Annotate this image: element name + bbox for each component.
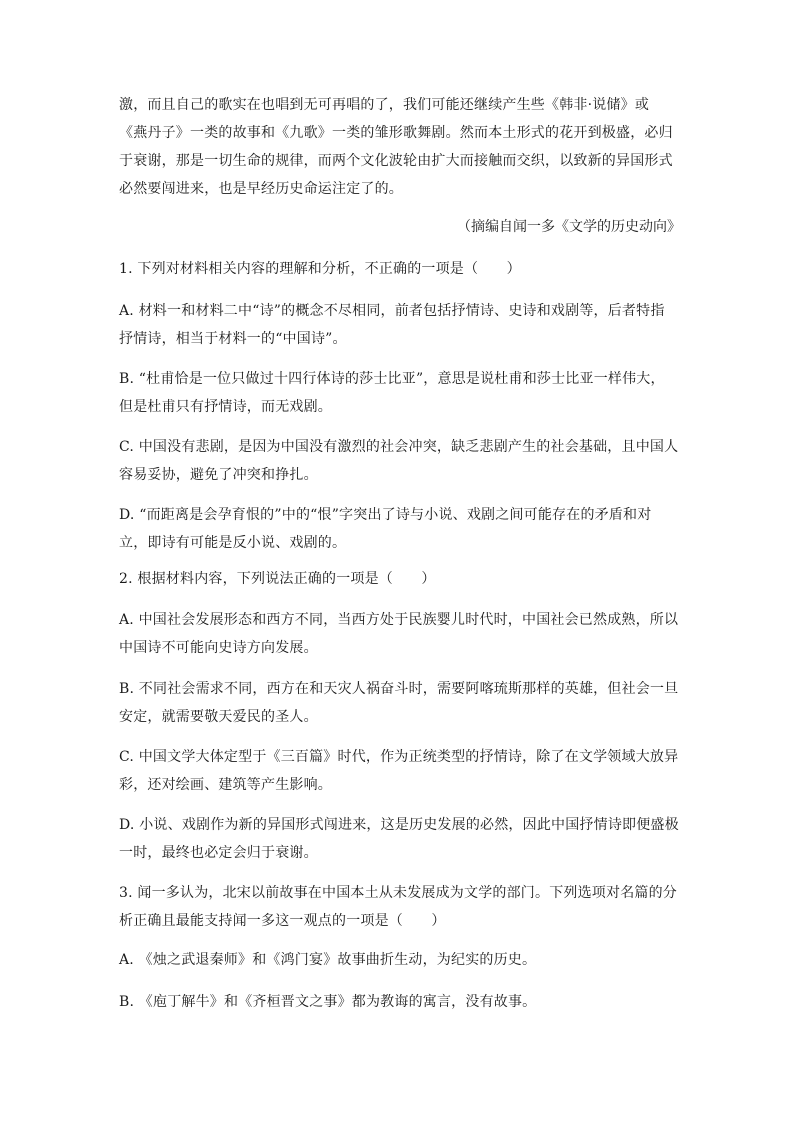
option-text: 中国诗不可能向史诗方向发展。 [119, 640, 318, 656]
option-text: 立，即诗有可能是反小说、戏剧的。 [119, 535, 347, 551]
source-citation: （摘编自闻一多《文学的历史动向》 [457, 219, 681, 235]
option-text: C. 中国文学大体定型于《三百篇》时代，作为正统类型的抒情诗，除了在文学领域大放异 [119, 749, 679, 765]
question-2-stem [119, 565, 681, 593]
option-text: 彩，还对绘画、建筑等产生影响。 [119, 777, 332, 793]
question-stem-text: 2. 根据材料内容，下列说法正确的一项是（ ） [119, 571, 436, 587]
question-3-option-a [119, 946, 681, 974]
option-text: A. 中国社会发展形态和西方不同，当西方处于民族婴儿时代时，中国社会已然成熟，所以 [119, 612, 679, 628]
question-2-option-c [119, 743, 681, 799]
question-3-stem [119, 879, 681, 935]
option-text: C. 中国没有悲剧，是因为中国没有激烈的社会冲突，缺乏悲剧产生的社会基础，且中国人 [119, 439, 679, 455]
option-text: A. 《烛之武退秦师》和《鸿门宴》故事曲折生动，为纪实的历史。 [119, 952, 537, 968]
question-stem-text: 析正确且最能支持闻一多这一观点的一项是（ ） [119, 913, 446, 929]
question-2-option-b [119, 675, 681, 731]
option-text: B. “杜甫恰是一位只做过十四行体诗的莎士比亚”，意思是说杜甫和莎士比亚一样伟大， [119, 371, 665, 387]
question-2-option-a [119, 606, 681, 662]
question-1-option-b [119, 365, 681, 421]
question-stem-text: 3. 闻一多认为，北宋以前故事在中国本土从未发展成为文学的部门。下列选项对名篇的分 [119, 885, 678, 901]
question-stem-text: 1. 下列对材料相关内容的理解和分析，不正确的一项是（ ） [119, 261, 521, 277]
question-2-option-d [119, 811, 681, 867]
option-text: 一时，最终也必定会归于衰谢。 [119, 845, 318, 861]
intro-line: 必然要闯进来，也是早经历史命运注定了的。 [119, 181, 403, 197]
intro-line: 激，而且自己的歌实在也唱到无可再唱的了，我们可能还继续产生些《韩非·说储》或 [119, 97, 650, 113]
question-1-option-d [119, 501, 681, 557]
option-text: 但是杜甫只有抒情诗，而无戏剧。 [119, 399, 332, 415]
question-1-option-a [119, 297, 681, 353]
intro-line: 《燕丹子》一类的故事和《九歌》一类的雏形歌舞剧。然而本土形式的花开到极盛，必归 [119, 125, 673, 141]
question-1-stem [119, 255, 681, 283]
option-text: D. “而距离是会孕育恨的”中的“恨”字突出了诗与小说、戏剧之间可能存在的矛盾和对 [119, 507, 652, 523]
option-text: A. 材料一和材料二中“诗”的概念不尽相同，前者包括抒情诗、史诗和戏剧等，后者特指 [119, 303, 665, 319]
option-text: B. 不同社会需求不同，西方在和天灾人祸奋斗时，需要阿喀琉斯那样的英雄，但社会一旦 [119, 681, 679, 697]
option-text: D. 小说、戏剧作为新的异国形式闯进来，这是历史发展的必然，因此中国抒情诗即便盛极 [119, 817, 679, 833]
intro-line: 于衰谢，那是一切生命的规律，而两个文化波轮由扩大而接触而交织，以致新的异国形式 [119, 153, 673, 169]
option-text: 容易妥协，避免了冲突和挣扎。 [119, 467, 318, 483]
option-text: 安定，就需要敬天爱民的圣人。 [119, 709, 318, 725]
option-text: B. 《庖丁解牛》和《齐桓晋文之事》都为教诲的寓言，没有故事。 [119, 994, 537, 1010]
option-text: 抒情诗，相当于材料一的“中国诗”。 [119, 331, 347, 347]
intro-paragraph [119, 91, 681, 203]
question-1-option-c [119, 433, 681, 489]
question-3-option-b [119, 988, 681, 1016]
